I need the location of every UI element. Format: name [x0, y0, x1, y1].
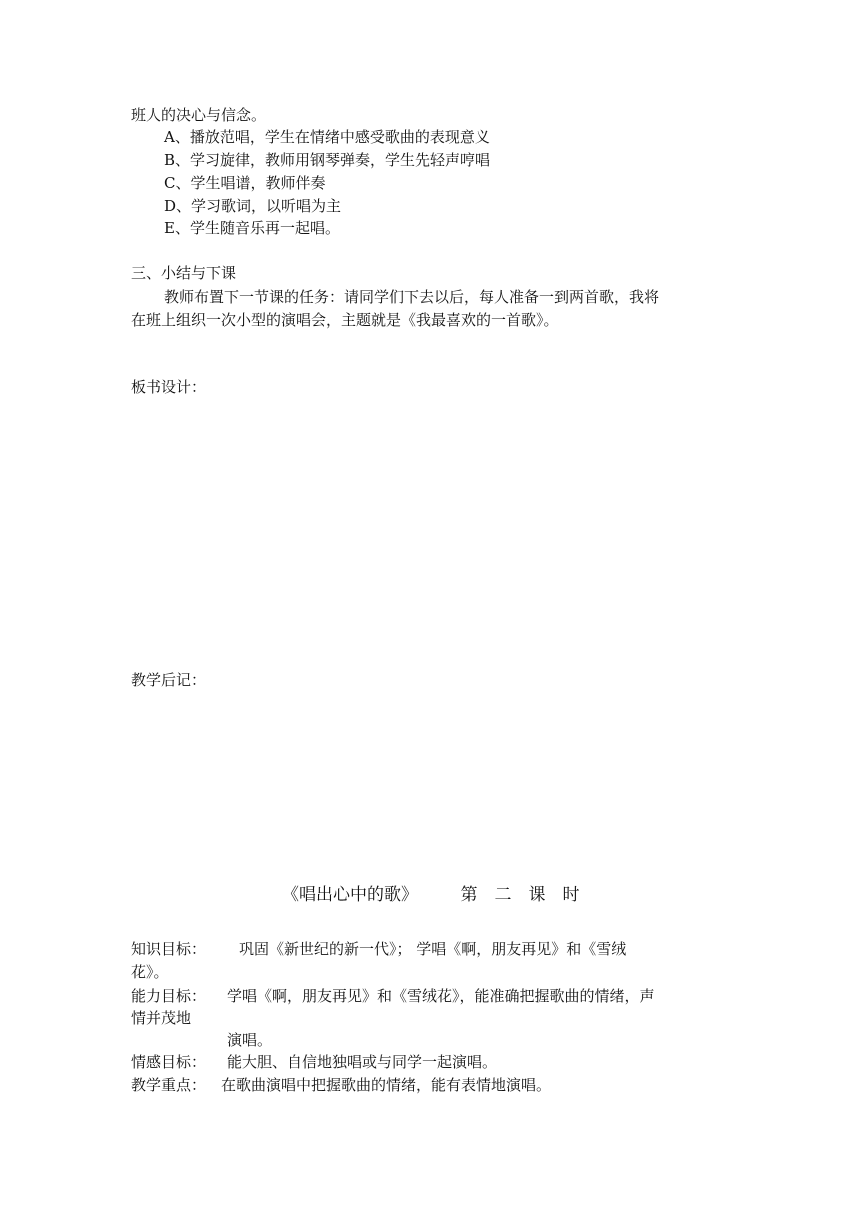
- lesson-title-song: 《唱出心中的歌》: [282, 885, 418, 905]
- knowledge-goal-label: 知识目标：: [131, 940, 207, 958]
- step-a: A、播放范唱，学生在情绪中感受歌曲的表现意义: [164, 128, 490, 146]
- step-d: D、学习歌词，以听唱为主: [164, 197, 342, 215]
- postscript-label: 教学后记：: [131, 671, 207, 689]
- lesson-title-char-4: 时: [562, 885, 580, 905]
- key-point-text: 在歌曲演唱中把握歌曲的情绪，能有表情地演唱。: [221, 1076, 552, 1094]
- ability-goal-text: 学唱《啊，朋友再见》和《雪绒花》，能准确把握歌曲的情绪，声: [227, 987, 655, 1005]
- ability-goal-continued-2: 演唱。: [227, 1031, 273, 1049]
- section3-heading: 三、小结与下课: [131, 264, 237, 282]
- step-e: E、学生随音乐再一起唱。: [164, 219, 340, 237]
- section3-paragraph-line1: 教师布置下一节课的任务：请同学们下去以后，每人准备一到两首歌，我将: [164, 288, 660, 306]
- emotion-goal-label: 情感目标：: [131, 1053, 207, 1071]
- lesson-title: [282, 880, 584, 905]
- knowledge-goal-continued: 花》。: [131, 963, 169, 981]
- key-point-label: 教学重点：: [131, 1076, 207, 1094]
- emotion-goal-text: 能大胆、自信地独唱或与同学一起演唱。: [227, 1053, 498, 1071]
- step-c: C、学生唱谱，教师伴奏: [164, 174, 326, 192]
- continued-text: 班人的决心与信念。: [131, 106, 267, 124]
- section3-paragraph-line2: 在班上组织一次小型的演唱会，主题就是《我最喜欢的一首歌》。: [131, 311, 559, 329]
- lesson-title-char-1: 第: [460, 885, 478, 905]
- ability-goal-continued-1: 情并茂地: [131, 1009, 192, 1027]
- ability-goal-label: 能力目标：: [131, 987, 207, 1005]
- board-design-label: 板书设计：: [131, 378, 207, 396]
- lesson-title-char-2: 二: [494, 885, 512, 905]
- step-b: B、学习旋律，教师用钢琴弹奏，学生先轻声哼唱: [164, 151, 491, 169]
- lesson-title-char-3: 课: [528, 885, 546, 905]
- knowledge-goal-text: 巩固《新世纪的新一代》； 学唱《啊，朋友再见》和《雪绒: [239, 940, 627, 958]
